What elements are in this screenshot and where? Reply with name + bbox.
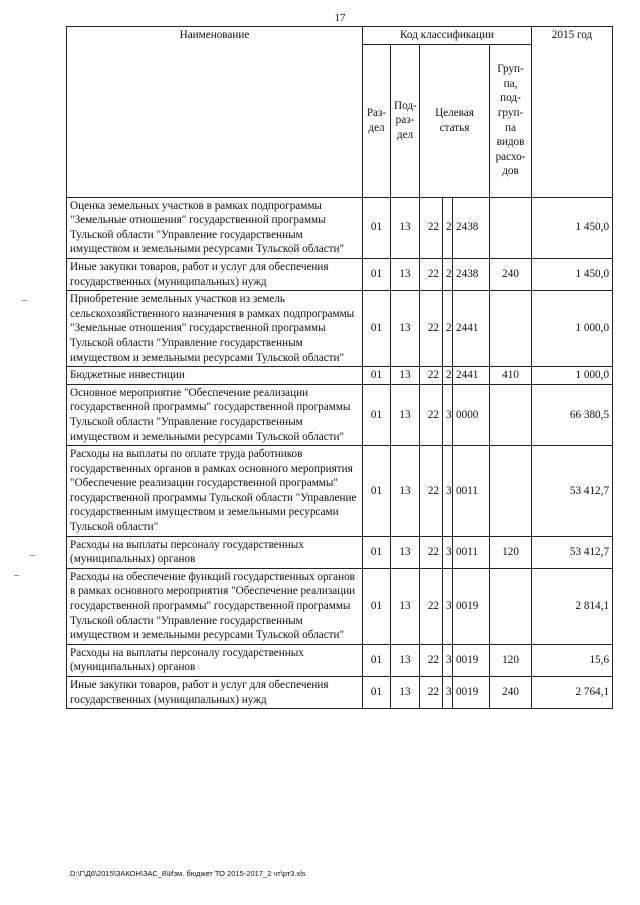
- row-target-article-subprogram: 3: [443, 446, 453, 537]
- row-expense-group: [490, 291, 532, 367]
- row-amount: 66 380,5: [532, 384, 613, 445]
- row-name: Расходы на обеспечение функций государственных органов в рамках основного мероприятия "Обеспечение реализации государственной программы" государственной программы Тульской области "Управление государственным имуществом и земельными ресурсами Тульской области": [67, 568, 363, 644]
- row-target-article-direction: 2438: [453, 258, 490, 290]
- row-amount: 2 814,1: [532, 568, 613, 644]
- row-target-article-direction: 0019: [453, 677, 490, 709]
- row-target-article-direction: 2438: [453, 197, 490, 258]
- row-section: 01: [363, 291, 391, 367]
- header-expense-group: Груп- па, под- груп- па видов расхо- дов: [490, 44, 532, 197]
- row-target-article-program: 22: [420, 291, 443, 367]
- row-subsection: 13: [391, 367, 420, 385]
- row-expense-group: 120: [490, 644, 532, 676]
- scan-artifact: [30, 555, 35, 556]
- row-subsection: 13: [391, 291, 420, 367]
- row-target-article-program: 22: [420, 568, 443, 644]
- row-expense-group: 120: [490, 536, 532, 568]
- row-name: Бюджетные инвестиции: [67, 367, 363, 385]
- row-expense-group: 410: [490, 367, 532, 385]
- row-section: 01: [363, 568, 391, 644]
- row-expense-group: [490, 384, 532, 445]
- header-name: Наименование: [67, 27, 363, 198]
- row-section: 01: [363, 258, 391, 290]
- row-target-article-direction: 2441: [453, 367, 490, 385]
- row-section: 01: [363, 446, 391, 537]
- row-amount: 1 000,0: [532, 291, 613, 367]
- row-name: Иные закупки товаров, работ и услуг для обеспечения государственных (муниципальных) нужд: [67, 677, 363, 709]
- table-row: [67, 291, 613, 367]
- row-target-article-program: 22: [420, 384, 443, 445]
- row-subsection: 13: [391, 446, 420, 537]
- row-subsection: 13: [391, 258, 420, 290]
- row-expense-group: 240: [490, 258, 532, 290]
- row-target-article-subprogram: 2: [443, 291, 453, 367]
- row-expense-group: [490, 197, 532, 258]
- row-subsection: 13: [391, 677, 420, 709]
- row-section: 01: [363, 644, 391, 676]
- header-section: Раз- дел: [363, 44, 391, 197]
- row-name: Основное мероприятие "Обеспечение реализации государственной программы" государственной программы Тульской области "Управление государственным имуществом и земельными ресурсами Тульской области": [67, 384, 363, 445]
- row-target-article-subprogram: 3: [443, 536, 453, 568]
- row-target-article-subprogram: 3: [443, 677, 453, 709]
- row-target-article-program: 22: [420, 258, 443, 290]
- row-section: 01: [363, 536, 391, 568]
- row-subsection: 13: [391, 197, 420, 258]
- row-target-article-program: 22: [420, 367, 443, 385]
- row-target-article-direction: 0019: [453, 568, 490, 644]
- header-classification: Код классификации: [363, 27, 532, 45]
- row-target-article-subprogram: 2: [443, 197, 453, 258]
- row-target-article-direction: 0000: [453, 384, 490, 445]
- scan-artifact: [22, 300, 27, 301]
- scan-artifact: [14, 575, 19, 576]
- table-row: [67, 677, 613, 709]
- row-subsection: 13: [391, 384, 420, 445]
- row-target-article-program: 22: [420, 677, 443, 709]
- row-section: 01: [363, 367, 391, 385]
- row-section: 01: [363, 677, 391, 709]
- row-amount: 53 412,7: [532, 446, 613, 537]
- header-year: 2015 год: [532, 27, 613, 198]
- table-row: [67, 258, 613, 290]
- row-expense-group: [490, 446, 532, 537]
- row-target-article-direction: 0011: [453, 536, 490, 568]
- row-target-article-direction: 0011: [453, 446, 490, 537]
- row-target-article-program: 22: [420, 536, 443, 568]
- table-row: [67, 197, 613, 258]
- page-number: 17: [334, 12, 346, 24]
- table-row: [67, 367, 613, 385]
- row-target-article-program: 22: [420, 644, 443, 676]
- header-target-article: Целевая статья: [420, 44, 490, 197]
- table-row: [67, 568, 613, 644]
- row-section: 01: [363, 197, 391, 258]
- row-subsection: 13: [391, 644, 420, 676]
- table-body: [67, 197, 613, 709]
- row-name: Расходы на выплаты по оплате труда работников государственных органов в рамках основного мероприятия "Обеспечение реализации государственной программы" государственной программы Тульской области "Управление государственным имуществом и земельными ресурсами Тульской области": [67, 446, 363, 537]
- row-name: Приобретение земельных участков из земель сельскохозяйственного назначения в рамках подпрограммы "Земельные отношения" государственной программы Тульской области "Управление государственным имуществом и земельными ресурсами Тульской области": [67, 291, 363, 367]
- row-name: Расходы на выплаты персоналу государственных (муниципальных) органов: [67, 536, 363, 568]
- row-amount: 1 450,0: [532, 258, 613, 290]
- row-target-article-direction: 0019: [453, 644, 490, 676]
- budget-table: [66, 26, 613, 709]
- row-target-article-subprogram: 2: [443, 258, 453, 290]
- table-row: [67, 644, 613, 676]
- row-target-article-program: 22: [420, 446, 443, 537]
- row-subsection: 13: [391, 536, 420, 568]
- row-amount: 1 000,0: [532, 367, 613, 385]
- row-target-article-direction: 2441: [453, 291, 490, 367]
- row-target-article-program: 22: [420, 197, 443, 258]
- row-amount: 1 450,0: [532, 197, 613, 258]
- table-row: [67, 384, 613, 445]
- row-name: Расходы на выплаты персоналу государственных (муниципальных) органов: [67, 644, 363, 676]
- row-subsection: 13: [391, 568, 420, 644]
- row-amount: 53 412,7: [532, 536, 613, 568]
- row-target-article-subprogram: 2: [443, 367, 453, 385]
- row-name: Иные закупки товаров, работ и услуг для обеспечения государственных (муниципальных) нужд: [67, 258, 363, 290]
- table-row: [67, 446, 613, 537]
- row-target-article-subprogram: 3: [443, 384, 453, 445]
- row-amount: 15,6: [532, 644, 613, 676]
- row-expense-group: 240: [490, 677, 532, 709]
- row-target-article-subprogram: 3: [443, 568, 453, 644]
- row-section: 01: [363, 384, 391, 445]
- header-subsection: Под- раз- дел: [391, 44, 420, 197]
- row-target-article-subprogram: 3: [443, 644, 453, 676]
- row-expense-group: [490, 568, 532, 644]
- file-path-footer: D:\Г\Д6\2015\ЗАКОН\ЗАС_8\Изм. бюджет ТО 2015-2017_2 чт\рт3.xls: [70, 869, 306, 878]
- row-amount: 2 764,1: [532, 677, 613, 709]
- table-row: [67, 536, 613, 568]
- row-name: Оценка земельных участков в рамках подпрограммы "Земельные отношения" государственной программы Тульской области "Управление государственным имуществом и земельными ресурсами Тульской области": [67, 197, 363, 258]
